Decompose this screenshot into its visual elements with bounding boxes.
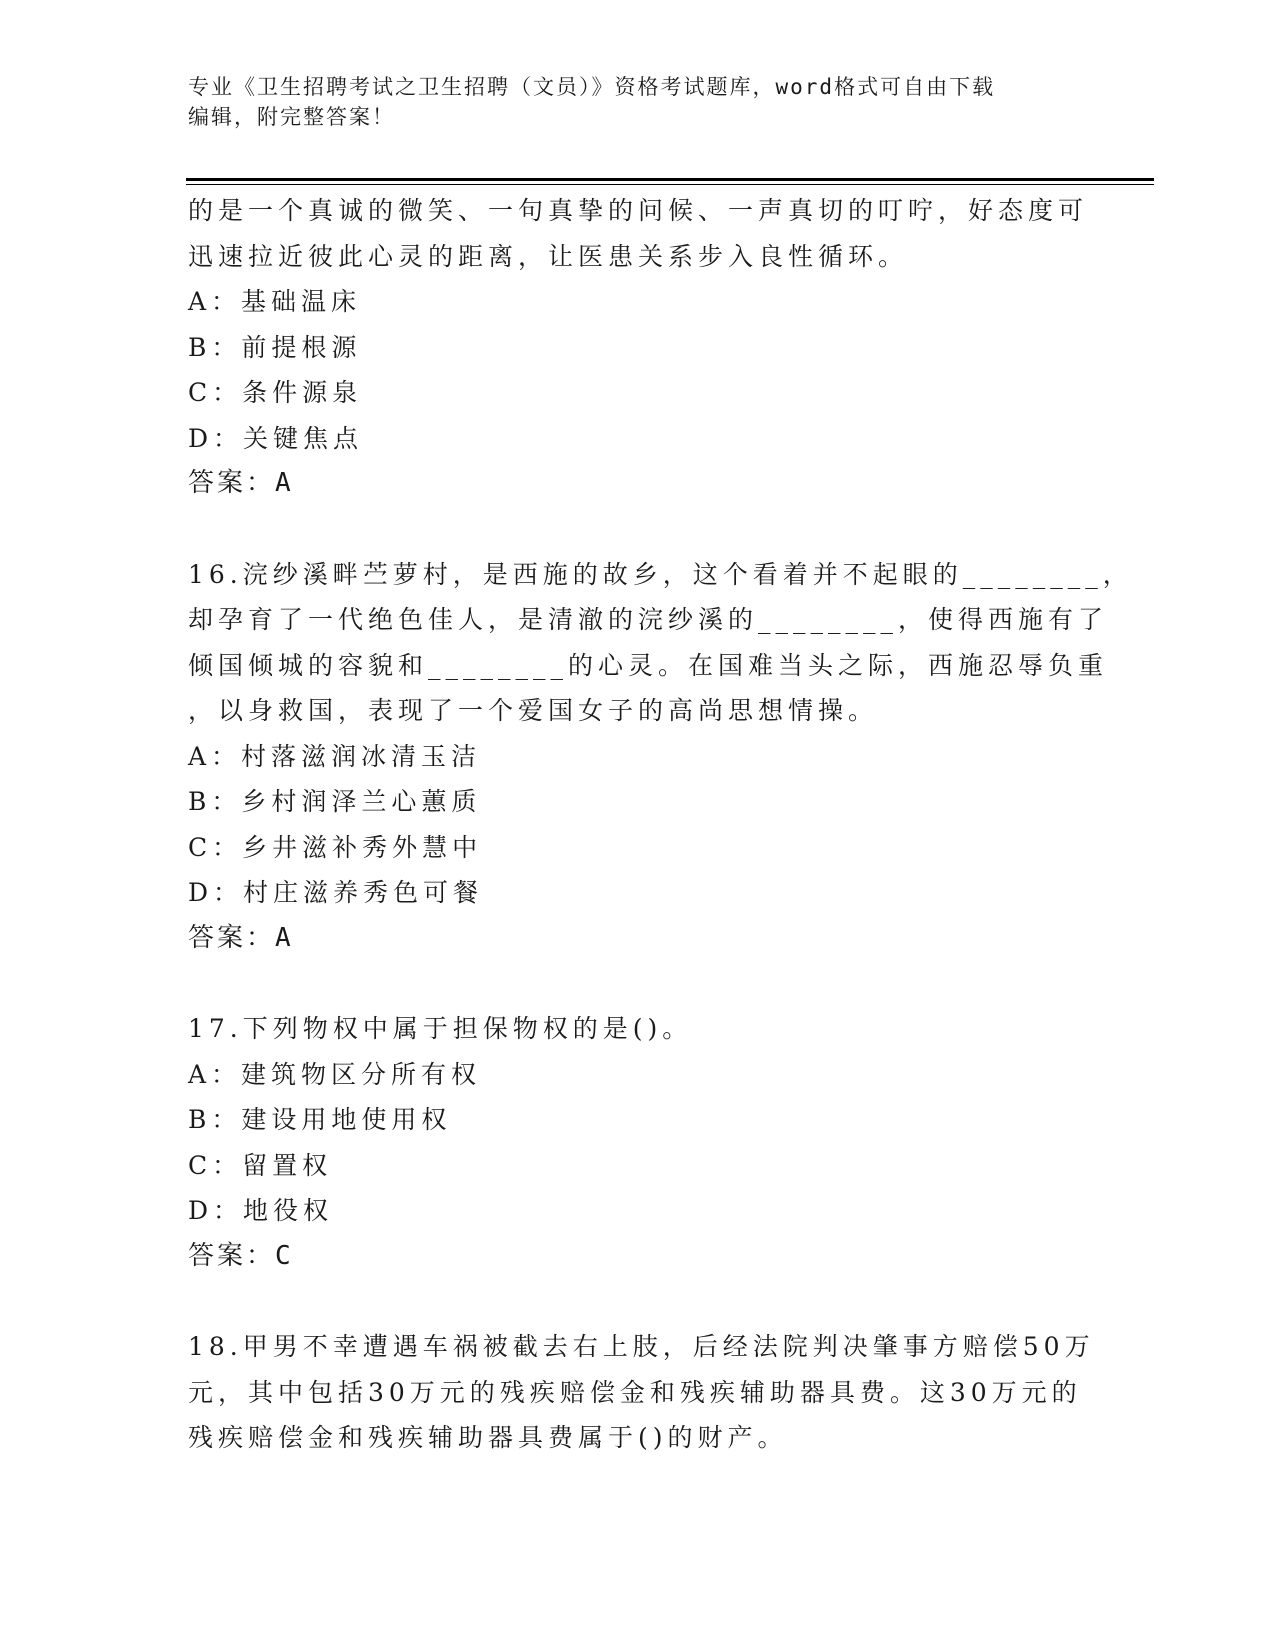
option-d: D：关键焦点 <box>188 423 364 453</box>
question-text-line: 17.下列物权中属于担保物权的是()。 <box>188 1014 693 1043</box>
document-header <box>188 72 1088 132</box>
header-rule-thick <box>186 178 1154 181</box>
answer-line: 答案：A <box>188 468 294 498</box>
answer-line: 答案：A <box>188 922 294 953</box>
question-text-line: 16.浣纱溪畔苎萝村，是西施的故乡，这个看着并不起眼的________， <box>188 559 1133 589</box>
option-c: C：乡井滋补秀外慧中 <box>188 832 483 862</box>
question-text-line: ，以身救国，表现了一个爱国女子的高尚思想情操。 <box>188 696 879 725</box>
option-d: D：村庄滋养秀色可餐 <box>188 878 484 907</box>
question-content <box>188 188 1133 1461</box>
question-18 <box>188 1324 1095 1461</box>
spacer <box>188 507 1088 552</box>
question-text-line: 元，其中包括30万元的残疾赔偿金和残疾辅助器具费。这30万元的 <box>188 1377 1082 1407</box>
spacer <box>188 961 1088 1006</box>
option-a: A：村落滋润冰清玉洁 <box>188 741 482 771</box>
question-16 <box>188 552 1133 962</box>
option-b: B：前提根源 <box>188 332 362 362</box>
question-17 <box>188 1006 1088 1279</box>
question-text-line: 迅速拉近彼此心灵的距离，让医患关系步入良性循环。 <box>188 241 909 271</box>
header-rule-thin <box>186 184 1154 185</box>
option-d: D：地役权 <box>188 1196 334 1225</box>
option-a: A：建筑物区分所有权 <box>188 1059 482 1089</box>
spacer <box>188 1279 1088 1324</box>
header-line-1: 专业《卫生招聘考试之卫生招聘（文员）》资格考试题库，word格式可自由下载 <box>188 75 996 99</box>
answer-line: 答案：C <box>188 1240 294 1271</box>
option-b: B：乡村润泽兰心蕙质 <box>188 787 482 816</box>
option-c: C：条件源泉 <box>188 378 363 407</box>
header-line-2: 编辑，附完整答案！ <box>188 105 395 129</box>
option-a: A：基础温床 <box>188 287 362 316</box>
question-text-line: 残疾赔偿金和残疾辅助器具费属于()的财产。 <box>188 1423 788 1452</box>
option-b: B：建设用地使用权 <box>188 1105 452 1134</box>
question-15 <box>188 188 1088 507</box>
option-c: C：留置权 <box>188 1150 333 1180</box>
question-text-line: 的是一个真诚的微笑、一句真挚的问候、一声真切的叮咛，好态度可 <box>188 196 1089 225</box>
question-text-line: 却孕育了一代绝色佳人，是清澈的浣纱溪的________，使得西施有了 <box>188 605 1109 634</box>
question-text-line: 18.甲男不幸遭遇车祸被截去右上肢，后经法院判决肇事方赔偿50万 <box>188 1332 1095 1361</box>
question-text-line: 倾国倾城的容貌和________的心灵。在国难当头之际，西施忍辱负重 <box>188 650 1109 680</box>
